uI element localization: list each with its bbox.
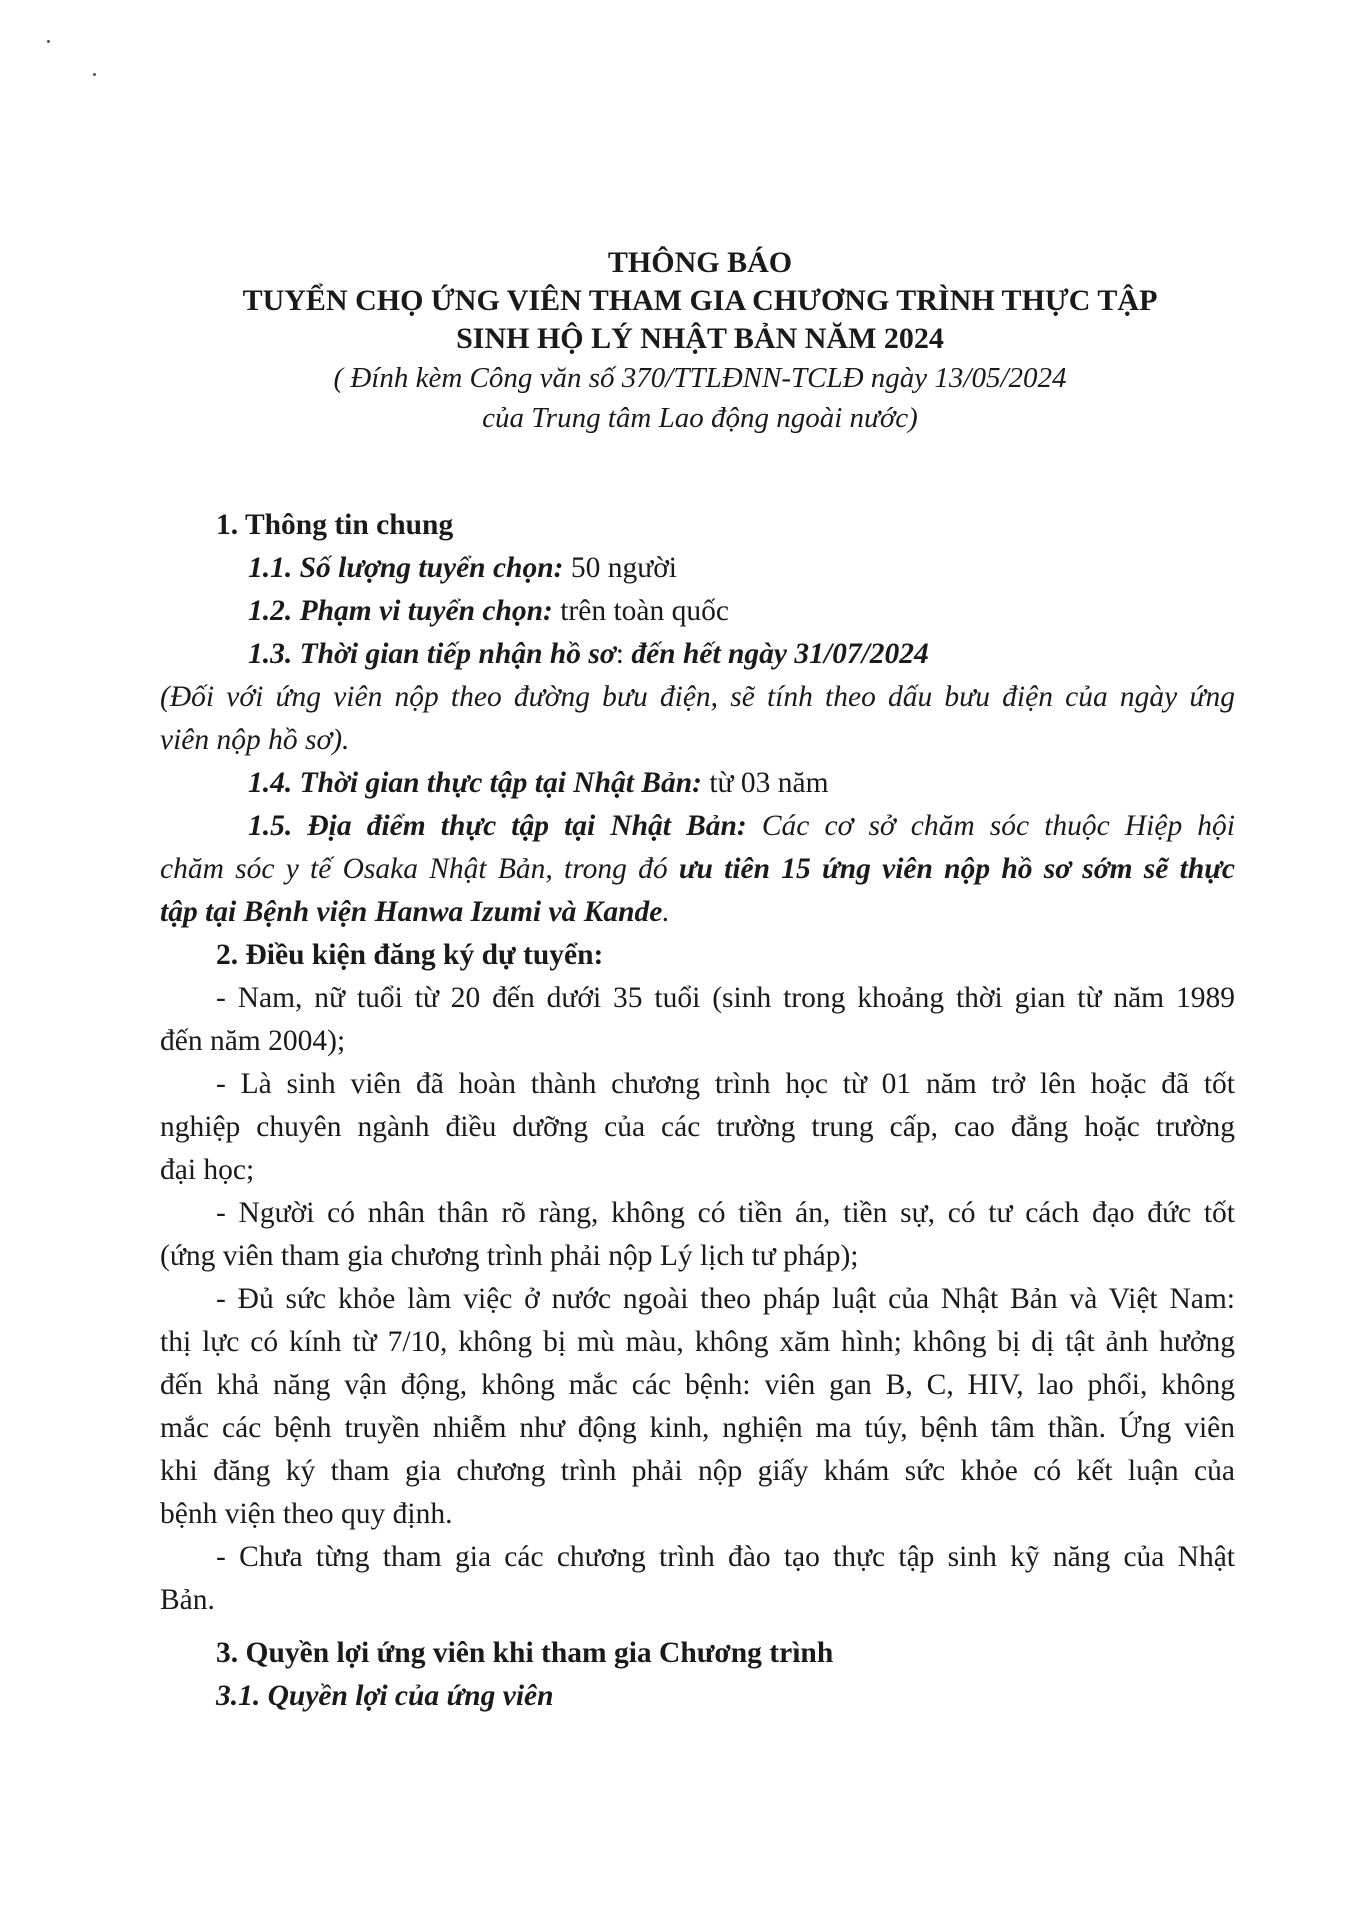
- item-1-1: 1.1. Số lượng tuyển chọn: 50 người: [248, 552, 677, 584]
- attachment-line-1: ( Đính kèm Công văn số 370/TTLĐNN-TCLĐ ngày 13/05/2024: [333, 362, 1067, 394]
- condition-health-cont: khi đăng ký tham gia chương trình phải nộp giấy khám sức khỏe có kết luận của: [160, 1455, 1235, 1487]
- condition-health: - Đủ sức khỏe làm việc ở nước ngoài theo pháp luật của Nhật Bản và Việt Nam:: [216, 1283, 1235, 1315]
- condition-health-cont: thị lực có kính từ 7/10, không bị mù màu, không xăm hình; không bị dị tật ảnh hưởng: [160, 1326, 1235, 1358]
- condition-background-end: (ứng viên tham gia chương trình phải nộp Lý lịch tư pháp);: [160, 1240, 859, 1272]
- section-heading: 1. Thông tin chung: [216, 509, 454, 541]
- item-1-4: 1.4. Thời gian thực tập tại Nhật Bản: từ 03 năm: [248, 767, 829, 799]
- condition-no-prior-program: - Chưa từng tham gia các chương trình đào tạo thực tập sinh kỹ năng của Nhật: [216, 1541, 1235, 1573]
- section-heading: 3. Quyền lợi ứng viên khi tham gia Chương trình: [216, 1637, 834, 1669]
- scan-speck: [47, 40, 50, 43]
- item-3-1: 3.1. Quyền lợi của ứng viên: [216, 1680, 554, 1712]
- title-line-3: SINH HỘ LÝ NHẬT BẢN NĂM 2024: [456, 322, 944, 355]
- item-1-5-cont: chăm sóc y tế Osaka Nhật Bản, trong đó ưu tiên 15 ứng viên nộp hồ sơ sớm sẽ thực: [160, 853, 1235, 885]
- section-eligibility: [160, 934, 1235, 1622]
- condition-education: - Là sinh viên đã hoàn thành chương trình học từ 01 năm trở lên hoặc đã tốt: [216, 1068, 1235, 1100]
- condition-health-cont: đến khả năng vận động, không mắc các bệnh: viên gan B, C, HIV, lao phổi, không: [160, 1369, 1235, 1401]
- condition-education-end: đại học;: [160, 1154, 255, 1186]
- attachment-line-2: của Trung tâm Lao động ngoài nước): [482, 402, 918, 434]
- section-heading: 2. Điều kiện đăng ký dự tuyển:: [216, 939, 604, 971]
- section-general-info: [160, 504, 1235, 934]
- condition-health-end: bệnh viện theo quy định.: [160, 1498, 453, 1530]
- condition-health-cont: mắc các bệnh truyền nhiễm như động kinh, nghiện ma túy, bệnh tâm thần. Ứng viên: [160, 1412, 1235, 1444]
- section-benefits: [160, 1632, 1235, 1718]
- item-1-5-end: tập tại Bệnh viện Hanwa Izumi và Kande.: [160, 896, 670, 928]
- item-1-2: 1.2. Phạm vi tuyển chọn: trên toàn quốc: [248, 595, 729, 627]
- item-1-3-note: (Đối với ứng viên nộp theo đường bưu điện, sẽ tính theo dấu bưu điện của ngày ứng: [160, 681, 1235, 713]
- title-line-2: TUYỂN CHỌ ỨNG VIÊN THAM GIA CHƯƠNG TRÌNH THỰC TẬP: [242, 284, 1158, 317]
- condition-age: - Nam, nữ tuổi từ 20 đến dưới 35 tuổi (sinh trong khoảng thời gian từ năm 1989: [216, 982, 1235, 1014]
- condition-no-prior-program-end: Bản.: [160, 1584, 215, 1616]
- condition-background: - Người có nhân thân rõ ràng, không có tiền án, tiền sự, có tư cách đạo đức tốt: [216, 1197, 1235, 1229]
- item-1-5: 1.5. Địa điểm thực tập tại Nhật Bản: Các cơ sở chăm sóc thuộc Hiệp hội: [248, 810, 1235, 842]
- condition-education-cont: nghiệp chuyên ngành điều dưỡng của các trường trung cấp, cao đẳng hoặc trường: [160, 1111, 1235, 1143]
- condition-age-end: đến năm 2004);: [160, 1025, 346, 1057]
- scan-speck: [93, 73, 96, 76]
- document-header: [160, 244, 1240, 438]
- item-1-3-note-end: viên nộp hồ sơ).: [160, 724, 350, 756]
- item-1-3: 1.3. Thời gian tiếp nhận hồ sơ: đến hết ngày 31/07/2024: [248, 638, 929, 670]
- title-notice: THÔNG BÁO: [607, 246, 793, 279]
